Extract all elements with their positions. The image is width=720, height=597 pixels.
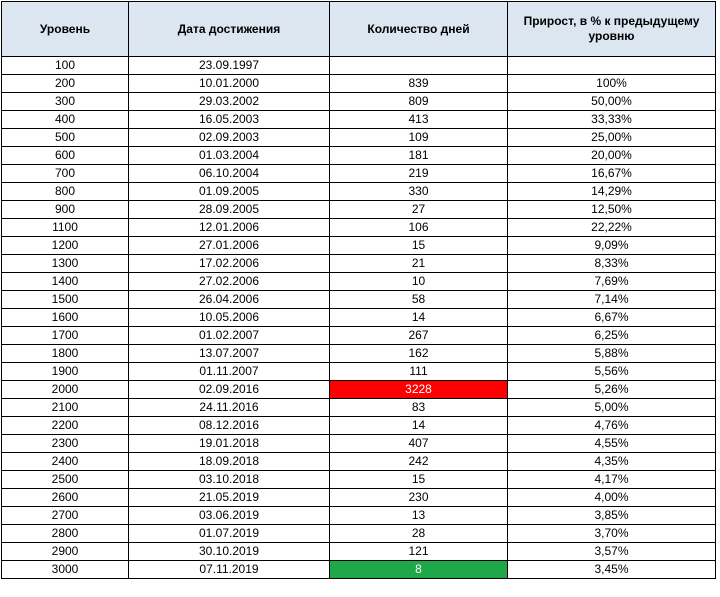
table-row bbox=[2, 237, 716, 255]
cell-days: 230 bbox=[330, 489, 508, 507]
header-growth: Прирост, в % к предыдущему уровню bbox=[508, 2, 716, 57]
cell-days: 15 bbox=[330, 471, 508, 489]
cell-date: 18.09.2018 bbox=[129, 453, 330, 471]
header-level: Уровень bbox=[2, 2, 129, 57]
table-row bbox=[2, 273, 716, 291]
cell-days: 407 bbox=[330, 435, 508, 453]
cell-date: 23.09.1997 bbox=[129, 57, 330, 75]
cell-date: 02.09.2003 bbox=[129, 129, 330, 147]
cell-growth: 4,17% bbox=[508, 471, 716, 489]
cell-date: 19.01.2018 bbox=[129, 435, 330, 453]
cell-level: 300 bbox=[2, 93, 129, 111]
table-row bbox=[2, 525, 716, 543]
table-row bbox=[2, 435, 716, 453]
cell-date: 07.11.2019 bbox=[129, 561, 330, 579]
cell-date: 03.10.2018 bbox=[129, 471, 330, 489]
cell-growth: 100% bbox=[508, 75, 716, 93]
table-row bbox=[2, 561, 716, 579]
cell-days: 267 bbox=[330, 327, 508, 345]
cell-date: 01.03.2004 bbox=[129, 147, 330, 165]
cell-growth: 3,70% bbox=[508, 525, 716, 543]
table-row bbox=[2, 57, 716, 75]
table-row bbox=[2, 543, 716, 561]
cell-growth: 16,67% bbox=[508, 165, 716, 183]
cell-growth: 8,33% bbox=[508, 255, 716, 273]
cell-days: 219 bbox=[330, 165, 508, 183]
cell-days: 242 bbox=[330, 453, 508, 471]
cell-date: 21.05.2019 bbox=[129, 489, 330, 507]
cell-level: 100 bbox=[2, 57, 129, 75]
table-row bbox=[2, 147, 716, 165]
cell-growth: 14,29% bbox=[508, 183, 716, 201]
cell-days: 839 bbox=[330, 75, 508, 93]
cell-days: 111 bbox=[330, 363, 508, 381]
cell-days: 21 bbox=[330, 255, 508, 273]
cell-level: 2100 bbox=[2, 399, 129, 417]
table-row bbox=[2, 471, 716, 489]
cell-days: 13 bbox=[330, 507, 508, 525]
cell-date: 01.07.2019 bbox=[129, 525, 330, 543]
cell-growth: 7,69% bbox=[508, 273, 716, 291]
cell-date: 03.06.2019 bbox=[129, 507, 330, 525]
cell-days: 58 bbox=[330, 291, 508, 309]
cell-level: 600 bbox=[2, 147, 129, 165]
cell-growth: 4,55% bbox=[508, 435, 716, 453]
table-row bbox=[2, 255, 716, 273]
table-row bbox=[2, 363, 716, 381]
table-row bbox=[2, 75, 716, 93]
cell-days: 162 bbox=[330, 345, 508, 363]
cell-level: 2500 bbox=[2, 471, 129, 489]
cell-days: 14 bbox=[330, 309, 508, 327]
cell-date: 24.11.2016 bbox=[129, 399, 330, 417]
cell-days: 413 bbox=[330, 111, 508, 129]
cell-days: 3228 bbox=[330, 381, 508, 399]
cell-growth: 5,56% bbox=[508, 363, 716, 381]
cell-growth: 50,00% bbox=[508, 93, 716, 111]
cell-level: 800 bbox=[2, 183, 129, 201]
header-date: Дата достижения bbox=[129, 2, 330, 57]
table-row bbox=[2, 507, 716, 525]
cell-growth: 20,00% bbox=[508, 147, 716, 165]
table-row bbox=[2, 183, 716, 201]
cell-growth: 4,35% bbox=[508, 453, 716, 471]
cell-level: 2600 bbox=[2, 489, 129, 507]
cell-days: 181 bbox=[330, 147, 508, 165]
table-row bbox=[2, 111, 716, 129]
cell-date: 17.02.2006 bbox=[129, 255, 330, 273]
cell-growth: 7,14% bbox=[508, 291, 716, 309]
cell-date: 06.10.2004 bbox=[129, 165, 330, 183]
cell-level: 1900 bbox=[2, 363, 129, 381]
cell-date: 29.03.2002 bbox=[129, 93, 330, 111]
cell-level: 3000 bbox=[2, 561, 129, 579]
cell-level: 2200 bbox=[2, 417, 129, 435]
table-row bbox=[2, 291, 716, 309]
cell-date: 01.09.2005 bbox=[129, 183, 330, 201]
cell-level: 2300 bbox=[2, 435, 129, 453]
cell-growth: 5,00% bbox=[508, 399, 716, 417]
cell-growth: 12,50% bbox=[508, 201, 716, 219]
table-row bbox=[2, 309, 716, 327]
cell-days: 106 bbox=[330, 219, 508, 237]
cell-date: 26.04.2006 bbox=[129, 291, 330, 309]
cell-growth: 6,25% bbox=[508, 327, 716, 345]
table-row bbox=[2, 129, 716, 147]
cell-level: 500 bbox=[2, 129, 129, 147]
cell-growth: 5,26% bbox=[508, 381, 716, 399]
table-row bbox=[2, 489, 716, 507]
cell-date: 13.07.2007 bbox=[129, 345, 330, 363]
cell-level: 1700 bbox=[2, 327, 129, 345]
cell-date: 27.01.2006 bbox=[129, 237, 330, 255]
cell-growth: 4,00% bbox=[508, 489, 716, 507]
cell-date: 12.01.2006 bbox=[129, 219, 330, 237]
cell-level: 1800 bbox=[2, 345, 129, 363]
cell-date: 10.01.2000 bbox=[129, 75, 330, 93]
table-header bbox=[2, 2, 716, 57]
cell-level: 1400 bbox=[2, 273, 129, 291]
cell-level: 2400 bbox=[2, 453, 129, 471]
level-progress-table bbox=[1, 1, 716, 579]
cell-days: 83 bbox=[330, 399, 508, 417]
cell-level: 1500 bbox=[2, 291, 129, 309]
cell-growth: 22,22% bbox=[508, 219, 716, 237]
cell-days: 109 bbox=[330, 129, 508, 147]
cell-growth: 33,33% bbox=[508, 111, 716, 129]
cell-days: 10 bbox=[330, 273, 508, 291]
cell-growth: 3,45% bbox=[508, 561, 716, 579]
table-row bbox=[2, 165, 716, 183]
table-row bbox=[2, 417, 716, 435]
cell-date: 01.02.2007 bbox=[129, 327, 330, 345]
cell-date: 01.11.2007 bbox=[129, 363, 330, 381]
cell-growth: 6,67% bbox=[508, 309, 716, 327]
cell-date: 10.05.2006 bbox=[129, 309, 330, 327]
cell-growth: 3,85% bbox=[508, 507, 716, 525]
table-row bbox=[2, 93, 716, 111]
cell-level: 200 bbox=[2, 75, 129, 93]
cell-date: 28.09.2005 bbox=[129, 201, 330, 219]
cell-days: 15 bbox=[330, 237, 508, 255]
cell-days: 14 bbox=[330, 417, 508, 435]
cell-growth: 5,88% bbox=[508, 345, 716, 363]
cell-days: 28 bbox=[330, 525, 508, 543]
cell-growth: 3,57% bbox=[508, 543, 716, 561]
cell-days bbox=[330, 57, 508, 75]
cell-date: 08.12.2016 bbox=[129, 417, 330, 435]
table-row bbox=[2, 219, 716, 237]
cell-level: 2900 bbox=[2, 543, 129, 561]
cell-level: 1600 bbox=[2, 309, 129, 327]
cell-date: 16.05.2003 bbox=[129, 111, 330, 129]
cell-date: 02.09.2016 bbox=[129, 381, 330, 399]
cell-growth: 4,76% bbox=[508, 417, 716, 435]
cell-growth bbox=[508, 57, 716, 75]
cell-level: 1100 bbox=[2, 219, 129, 237]
table-row bbox=[2, 327, 716, 345]
cell-growth: 9,09% bbox=[508, 237, 716, 255]
cell-days: 8 bbox=[330, 561, 508, 579]
cell-level: 1300 bbox=[2, 255, 129, 273]
table-row bbox=[2, 453, 716, 471]
cell-days: 809 bbox=[330, 93, 508, 111]
cell-level: 900 bbox=[2, 201, 129, 219]
header-days: Количество дней bbox=[330, 2, 508, 57]
cell-days: 27 bbox=[330, 201, 508, 219]
cell-date: 27.02.2006 bbox=[129, 273, 330, 291]
cell-level: 2800 bbox=[2, 525, 129, 543]
table-row bbox=[2, 345, 716, 363]
cell-date: 30.10.2019 bbox=[129, 543, 330, 561]
header-row bbox=[2, 2, 716, 57]
table-row bbox=[2, 201, 716, 219]
cell-growth: 25,00% bbox=[508, 129, 716, 147]
cell-level: 400 bbox=[2, 111, 129, 129]
cell-level: 700 bbox=[2, 165, 129, 183]
cell-level: 1200 bbox=[2, 237, 129, 255]
table-body bbox=[2, 57, 716, 579]
cell-days: 121 bbox=[330, 543, 508, 561]
table-row bbox=[2, 399, 716, 417]
table-row bbox=[2, 381, 716, 399]
cell-days: 330 bbox=[330, 183, 508, 201]
cell-level: 2000 bbox=[2, 381, 129, 399]
cell-level: 2700 bbox=[2, 507, 129, 525]
